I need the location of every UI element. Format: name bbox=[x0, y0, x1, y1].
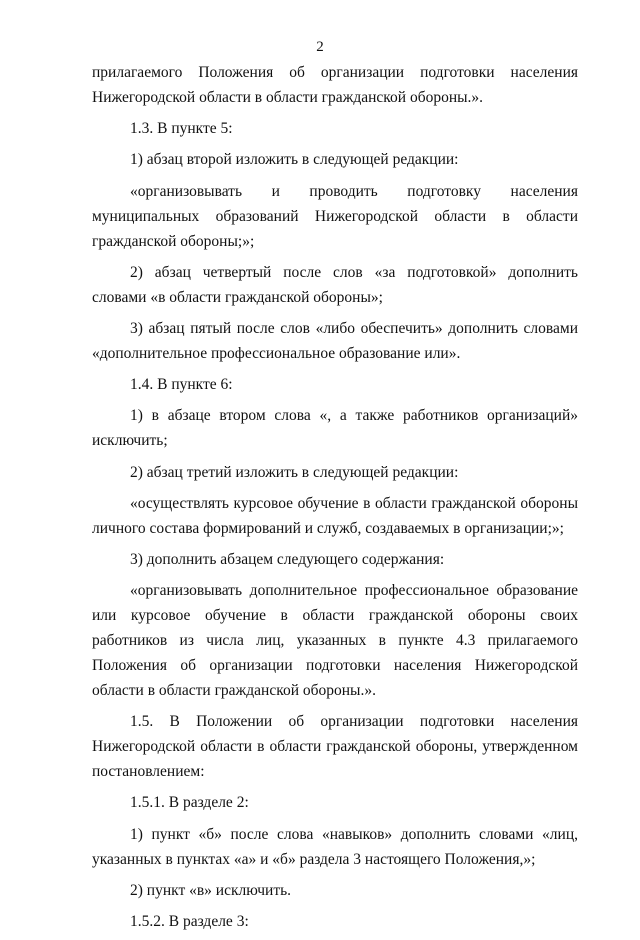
document-body bbox=[92, 60, 578, 940]
paragraph-1-4-item-1: 1) в абзаце втором слова «, а также работников организаций» исключить; bbox=[92, 407, 578, 450]
paragraph-1-5-2-heading: 1.5.2. В разделе 3: bbox=[130, 913, 249, 930]
page-number: 2 bbox=[316, 39, 324, 55]
paragraph-1-3-item-1-text: «организовывать и проводить подготовку населения муниципальных образований Нижегородской области в области гражданской обороны;»; bbox=[92, 182, 578, 250]
paragraph-1-4-heading: 1.4. В пункте 6: bbox=[130, 376, 233, 394]
paragraph-1-3-item-2: 2) абзац четвертый после слов «за подготовкой» дополнить словами «в области гражданской обороны»; bbox=[92, 263, 578, 306]
paragraph-1-3-heading: 1.3. В пункте 5: bbox=[130, 120, 233, 138]
paragraph-1-5-1-item-2: 2) пункт «в» исключить. bbox=[130, 881, 292, 899]
paragraph-1-3-item-1: 1) абзац второй изложить в следующей редакции: bbox=[130, 151, 459, 169]
paragraph-1-3-item-3: 3) абзац пятый после слов «либо обеспечить» дополнить словами «дополнительное профессиональное образование или». bbox=[92, 319, 578, 362]
paragraph-1-4-item-2: 2) абзац третий изложить в следующей редакции: bbox=[130, 463, 459, 481]
paragraph-continuation: прилагаемого Положения об организации подготовки населения Нижегородской области в области гражданской обороны.». bbox=[92, 64, 578, 106]
paragraph-1-5-1-item-1: 1) пункт «б» после слова «навыков» дополнить словами «лиц, указанных в пунктах «а» и «б» раздела 3 настоящего Положения,»; bbox=[92, 825, 578, 868]
paragraph-1-4-item-2-text: «осуществлять курсовое обучение в области гражданской обороны личного состава формирований и служб, создаваемых в организации;»; bbox=[92, 494, 578, 537]
paragraph-1-5-1-heading: 1.5.1. В разделе 2: bbox=[130, 794, 249, 812]
paragraph-1-4-item-3-text: «организовывать дополнительное профессиональное образование или курсовое обучение в области гражданской обороны своих работников из числа лиц, указанных в пункте 4.3 прилагаемого Положения об организации подготовки населения Нижегородской области в области гражданской обороны.». bbox=[92, 582, 578, 700]
paragraph-1-4-item-3: 3) дополнить абзацем следующего содержания: bbox=[130, 550, 445, 568]
paragraph-1-5-heading: 1.5. В Положении об организации подготовки населения Нижегородской области в области гражданской обороны, утвержденном постановлением: bbox=[92, 713, 578, 781]
